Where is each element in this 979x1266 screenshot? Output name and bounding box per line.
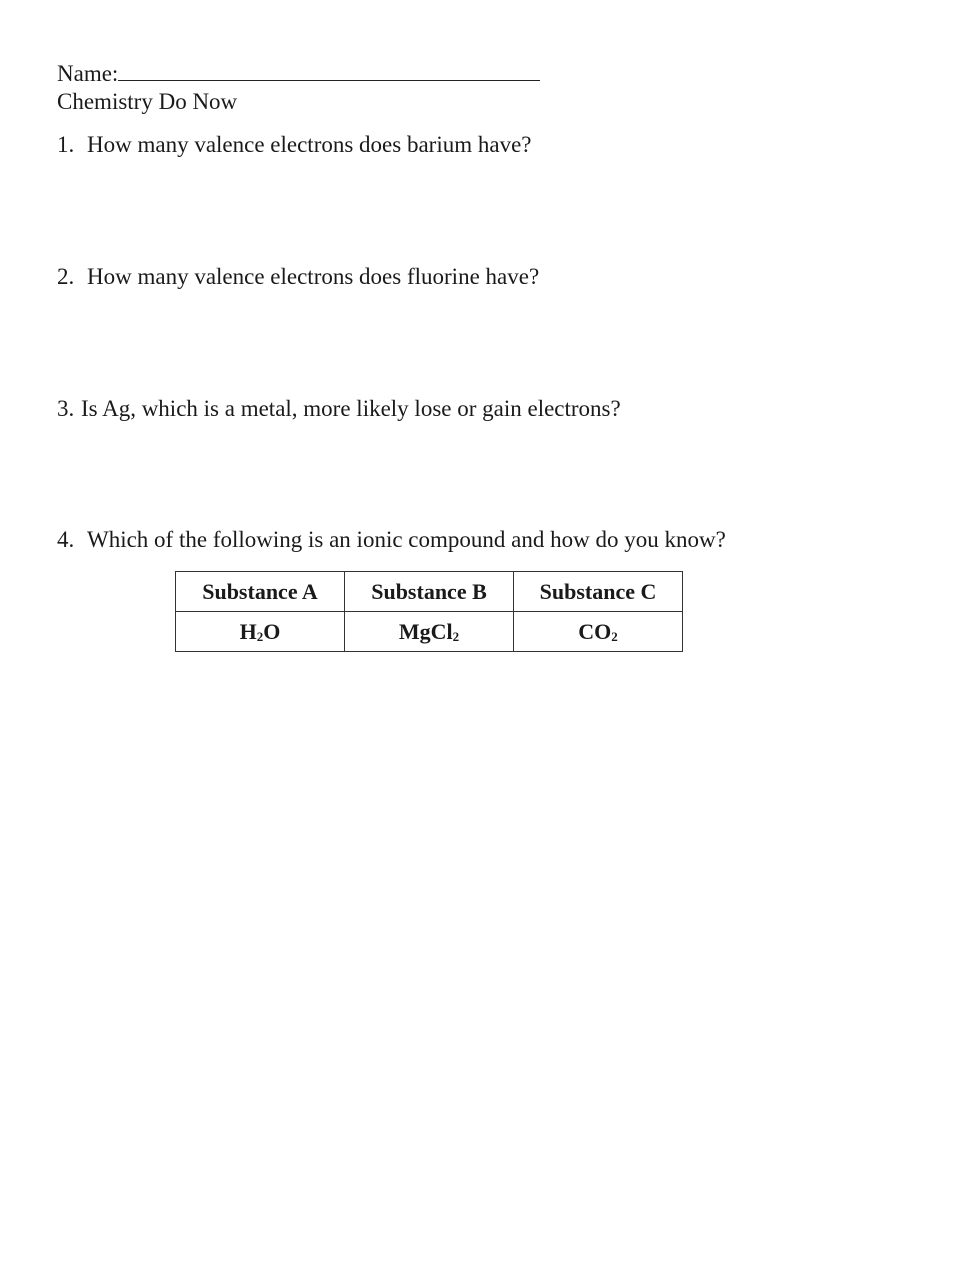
name-field-row — [57, 58, 540, 87]
table-header-row — [176, 572, 683, 612]
question-number: 3. — [57, 396, 75, 421]
header-substance-c: Substance C — [514, 572, 683, 612]
header-substance-a: Substance A — [176, 572, 345, 612]
formula-substance-a: $H_2O$ — [176, 612, 345, 652]
worksheet-title: Chemistry Do Now — [57, 89, 238, 114]
question-number: 2. — [57, 264, 75, 289]
question-text: Which of the following is an ionic compound and how do you know? — [87, 527, 726, 552]
question-3 — [57, 396, 621, 422]
question-text: How many valence electrons does barium have? — [87, 132, 532, 157]
question-number: 4. — [57, 527, 75, 552]
name-blank-line[interactable] — [118, 58, 540, 81]
table-row — [176, 612, 683, 652]
question-4 — [57, 527, 726, 553]
substance-table — [175, 571, 683, 652]
question-text: Is Ag, which is a metal, more likely lose or gain electrons? — [81, 396, 621, 421]
formula-substance-b: MgCl$_2$ — [345, 612, 514, 652]
header-substance-b: Substance B — [345, 572, 514, 612]
question-text: How many valence electrons does fluorine have? — [87, 264, 540, 289]
name-label: Name: — [57, 61, 119, 86]
question-number: 1. — [57, 132, 75, 157]
formula-substance-c: $CO_2$ — [514, 612, 683, 652]
question-2 — [57, 264, 539, 290]
question-1 — [57, 132, 532, 158]
